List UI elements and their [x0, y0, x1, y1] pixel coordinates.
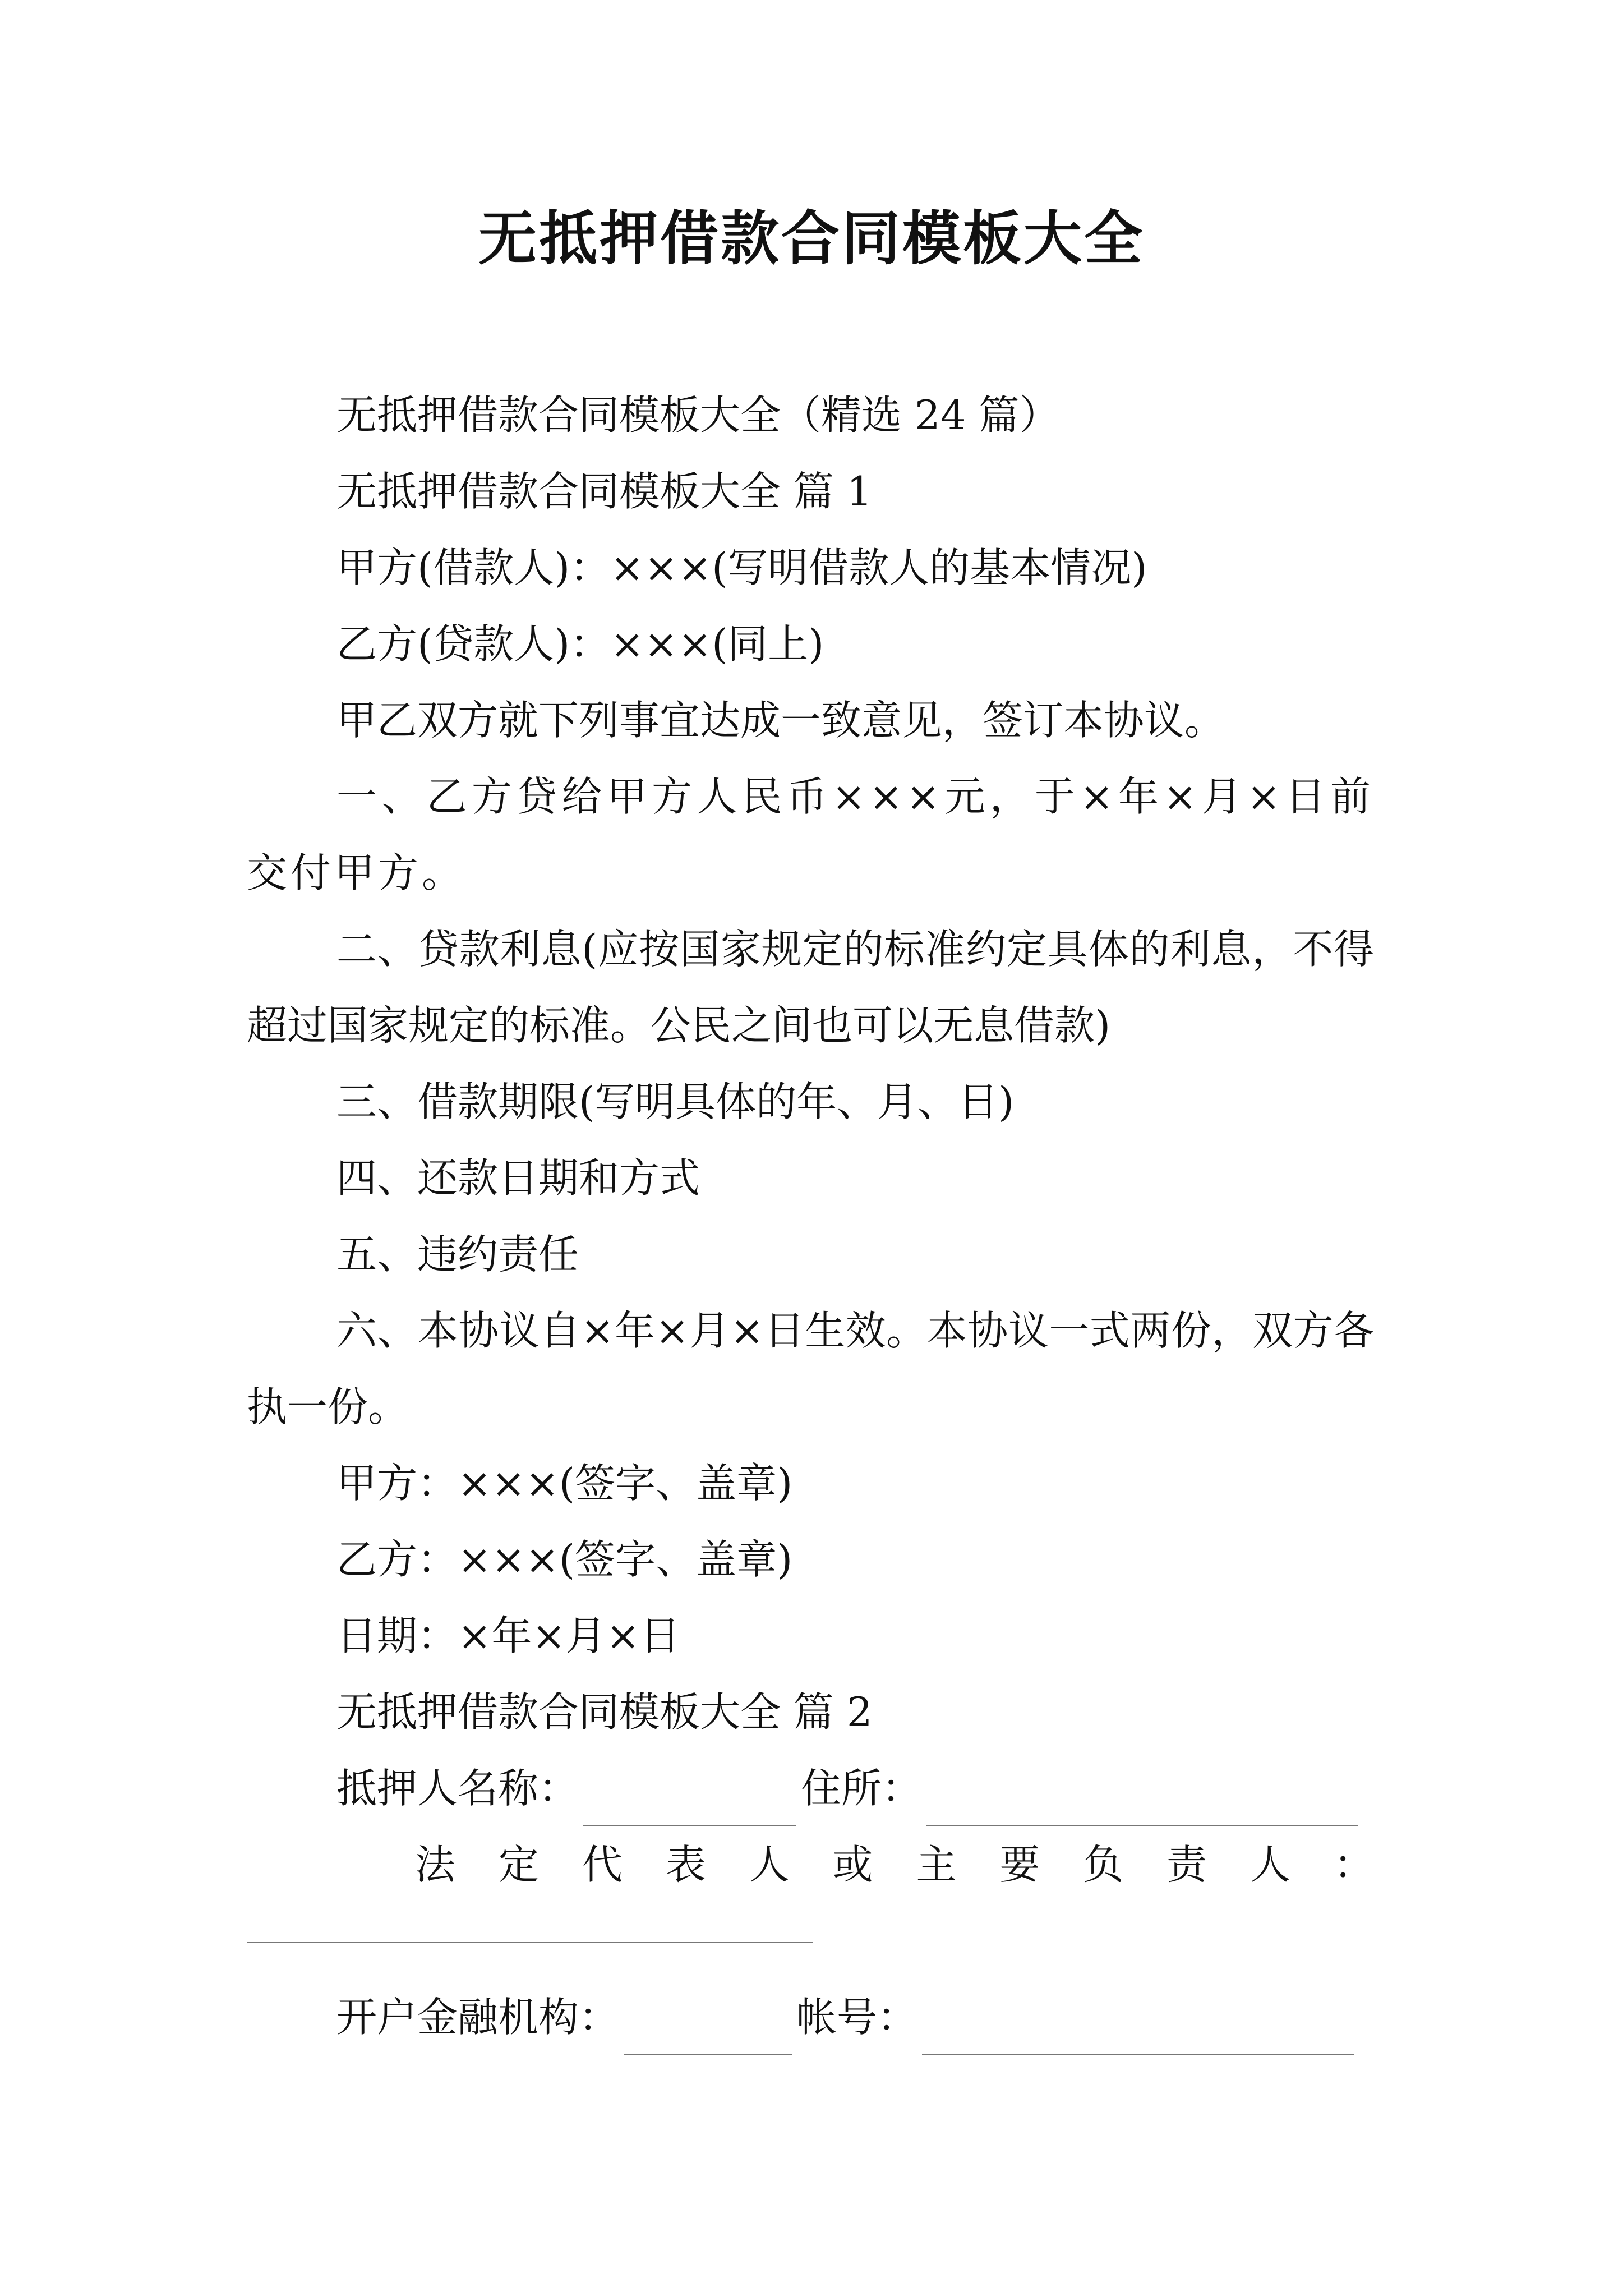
legal-rep-char: 法 [415, 1841, 456, 1888]
clause-2: 二、贷款利息(应按国家规定的标准约定具体的利息，不得超过国家规定的标准。公民之间也可以无息借款) [247, 926, 1374, 1049]
legal-rep-char: 代 [582, 1841, 623, 1888]
legal-rep-char: 定 [498, 1841, 539, 1888]
mortgagor-blank [583, 1786, 796, 1826]
legal-rep-char: 责 [1166, 1841, 1207, 1888]
account-label: 帐号： [796, 1994, 918, 2041]
legal-rep-char: 人 [1250, 1841, 1291, 1888]
subtitle-paragraph: 无抵押借款合同模板大全（精选 24 篇） [336, 392, 1060, 439]
bank-label: 开户金融机构： [336, 1994, 620, 2041]
legal-rep-char: 人 [749, 1841, 790, 1888]
address-label: 住所： [801, 1765, 923, 1812]
section-heading-1: 无抵押借款合同模板大全 篇 1 [336, 468, 873, 515]
document-body [247, 377, 1374, 2055]
legal-rep-char: 负 [1083, 1841, 1124, 1888]
legal-representative-row [247, 1826, 1374, 1903]
legal-rep-char: 表 [665, 1841, 706, 1888]
document-title: 无抵押借款合同模板大全 [478, 204, 1145, 273]
mortgagor-label: 抵押人名称： [336, 1765, 579, 1812]
account-blank [922, 2015, 1354, 2055]
legal-rep-blank [247, 1942, 813, 1943]
section-heading-2: 无抵押借款合同模板大全 篇 2 [336, 1688, 873, 1736]
bank-row [247, 1979, 1374, 2055]
mortgagor-row [247, 1750, 1374, 1826]
agreement-intro: 甲乙双方就下列事宜达成一致意见，签订本协议。 [336, 697, 1225, 744]
clause-4: 四、还款日期和方式 [336, 1154, 700, 1202]
legal-rep-blank-row [247, 1903, 1374, 1979]
date-line: 日期：×年×月×日 [336, 1612, 680, 1659]
bank-blank [624, 2015, 792, 2055]
party-b-line: 乙方(贷款人)：×××(同上) [336, 620, 824, 668]
party-a-line: 甲方(借款人)：×××(写明借款人的基本情况) [336, 544, 1147, 591]
clause-6: 六、本协议自×年×月×日生效。本协议一式两份，双方各执一份。 [247, 1307, 1374, 1430]
legal-rep-char: 主 [916, 1841, 957, 1888]
legal-rep-char: ： [1333, 1841, 1374, 1888]
legal-rep-char: 要 [999, 1841, 1040, 1888]
address-blank [926, 1786, 1358, 1826]
clause-1: 一、乙方贷给甲方人民币×××元，于×年×月×日前交付甲方。 [247, 773, 1374, 896]
party-a-signature: 甲方：×××(签字、盖章) [336, 1460, 793, 1507]
clause-3: 三、借款期限(写明具体的年、月、日) [336, 1078, 1015, 1125]
clause-5: 五、违约责任 [336, 1231, 579, 1278]
legal-rep-char: 或 [832, 1841, 873, 1888]
party-b-signature: 乙方：×××(签字、盖章) [336, 1536, 793, 1583]
